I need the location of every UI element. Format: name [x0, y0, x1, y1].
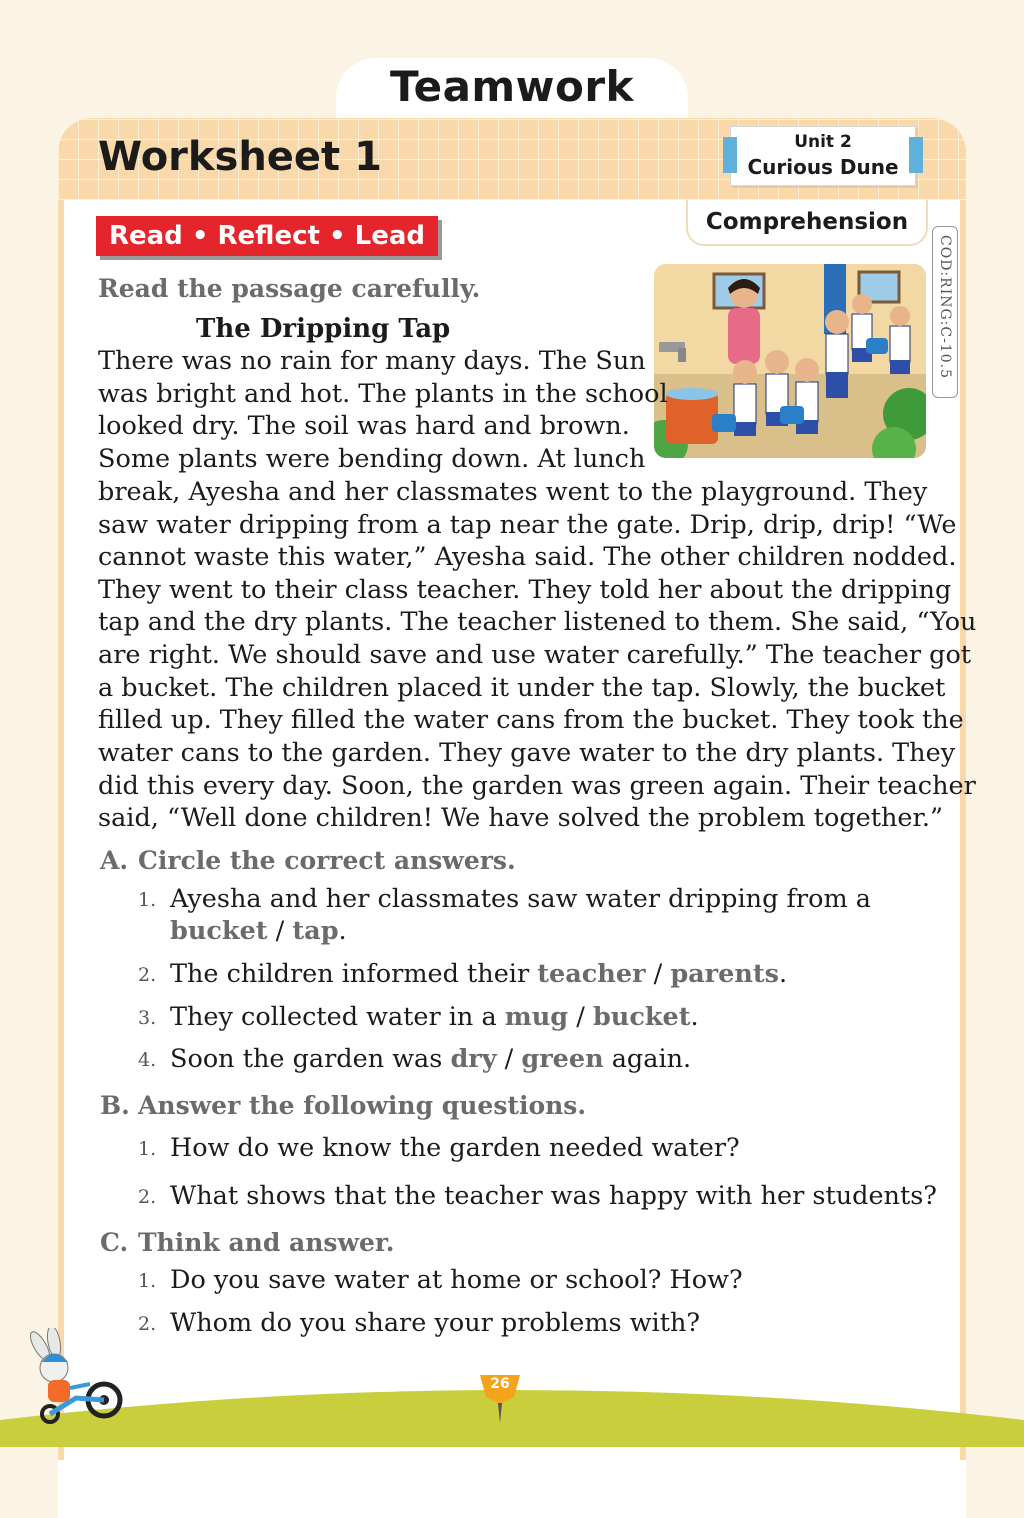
card-border-left [58, 200, 64, 1460]
section-label: Comprehension [686, 200, 928, 246]
question-number: 2. [138, 1313, 157, 1335]
passage-line: water cans to the garden. They gave water to the dry plants. They [98, 738, 956, 768]
read-reflect-lead-banner: Read • Reflect • Lead [96, 216, 438, 256]
question-text: They collected water in a [170, 1002, 505, 1032]
code-tab [932, 226, 958, 398]
unit-number: Unit 2 [794, 132, 852, 152]
option-green[interactable]: green [521, 1044, 604, 1074]
question-text: again. [603, 1044, 692, 1074]
section-title: Circle the correct answers. [138, 846, 516, 875]
question-b1: How do we know the garden needed water? [170, 1133, 740, 1163]
unit-tag [730, 126, 916, 186]
option-tap[interactable]: tap [292, 916, 339, 946]
passage-line: filled up. They filled the water cans from the bucket. They took the [98, 705, 964, 735]
passage-line: a bucket. The children placed it under the tap. Slowly, the bucket [98, 673, 946, 703]
question-number: 2. [138, 964, 157, 986]
question-number: 1. [138, 1138, 157, 1160]
passage-line: saw water dripping from a tap near the gate. Drip, drip, drip! “We [98, 510, 957, 540]
question-a4: Soon the garden was dry / green again. [170, 1044, 692, 1074]
passage-line: break, Ayesha and her classmates went to the playground. They [98, 477, 928, 507]
question-a3: They collected water in a mug / bucket. [170, 1002, 699, 1032]
question-b2: What shows that the teacher was happy with her students? [170, 1181, 937, 1211]
section-b-heading [100, 1091, 586, 1120]
question-a1-line2: bucket / tap. [170, 916, 347, 946]
passage-line: did this every day. Soon, the garden was green again. Their teacher [98, 771, 976, 801]
passage-line: Some plants were bending down. At lunch [98, 444, 646, 474]
option-bucket[interactable]: bucket [170, 916, 268, 946]
question-number: 3. [138, 1007, 157, 1029]
topic-title: Teamwork [390, 62, 634, 111]
section-title: Think and answer. [138, 1228, 395, 1257]
section-letter: C. [100, 1228, 129, 1257]
code-text: COD:RING:C-10.5 [937, 235, 953, 379]
question-number: 1. [138, 1270, 157, 1292]
option-teacher[interactable]: teacher [537, 959, 646, 989]
question-number: 2. [138, 1186, 157, 1208]
option-dry[interactable]: dry [450, 1044, 497, 1074]
question-a1-line1: Ayesha and her classmates saw water dripping from a [170, 884, 871, 914]
section-letter: A. [100, 846, 129, 875]
passage-title: The Dripping Tap [196, 314, 451, 344]
section-letter: B. [100, 1091, 130, 1120]
question-c2: Whom do you share your problems with? [170, 1308, 701, 1338]
rabbit-cyclist-mascot [20, 1328, 130, 1428]
passage-line: are right. We should save and use water carefully.” The teacher got [98, 640, 972, 670]
option-mug[interactable]: mug [504, 1002, 569, 1032]
question-c1: Do you save water at home or school? How? [170, 1265, 743, 1295]
question-text: Soon the garden was [170, 1044, 451, 1074]
passage-illustration [654, 264, 926, 458]
question-number: 1. [138, 889, 157, 911]
section-a-heading [100, 846, 516, 875]
option-parents[interactable]: parents [670, 959, 780, 989]
passage-line: said, “Well done children! We have solved the problem together.” [98, 803, 944, 833]
question-number: 4. [138, 1049, 157, 1071]
passage-line: They went to their class teacher. They told her about the dripping [98, 575, 952, 605]
section-title: Answer the following questions. [138, 1091, 587, 1120]
passage-instruction: Read the passage carefully. [98, 274, 481, 303]
passage-line: was bright and hot. The plants in the school [98, 379, 668, 409]
passage-line: There was no rain for many days. The Sun [98, 346, 646, 376]
option-bucket[interactable]: bucket [592, 1002, 691, 1032]
question-text: The children informed their [170, 959, 538, 989]
worksheet-title: Worksheet 1 [98, 134, 382, 180]
card-border-right [960, 200, 966, 1460]
passage-line: tap and the dry plants. The teacher listened to them. She said, “You [98, 607, 977, 637]
passage-line: cannot waste this water,” Ayesha said. The other children nodded. [98, 542, 957, 572]
page-number: 26 [490, 1376, 510, 1392]
section-c-heading [100, 1228, 395, 1257]
page-number-badge [478, 1373, 522, 1425]
passage-line: looked dry. The soil was hard and brown. [98, 411, 630, 441]
unit-name: Curious Dune [747, 155, 899, 179]
question-a2: The children informed their teacher / parents. [170, 959, 788, 989]
